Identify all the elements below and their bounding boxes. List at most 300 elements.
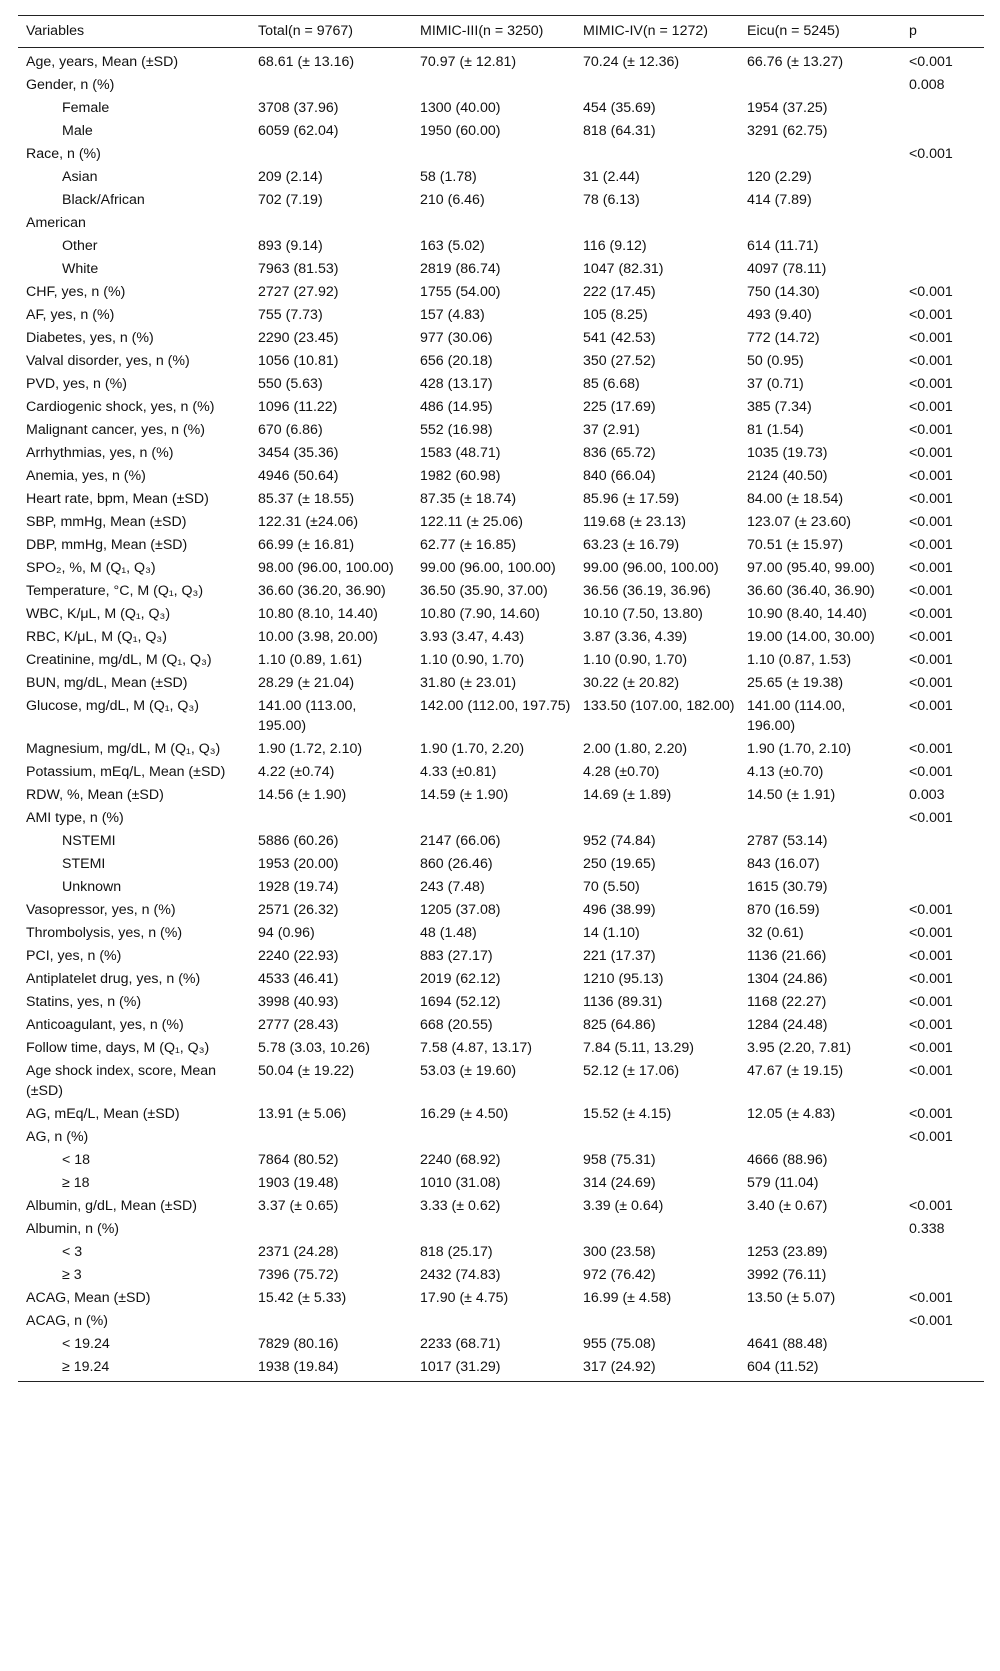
p-value-cell [901,852,984,875]
mimic-iv-cell: 225 (17.69) [583,399,656,415]
mimic-iv-cell: 14.69 (± 1.89) [583,787,672,803]
variable-cell: < 19.24 [62,1336,110,1352]
mimic-iii-cell: 3.33 (± 0.62) [420,1198,501,1214]
p-value-cell [901,1355,984,1382]
total-cell: 15.42 (± 5.33) [258,1290,347,1306]
total-cell: 2371 (24.28) [258,1244,339,1260]
eicu-cell: 25.65 (± 19.38) [747,675,844,691]
variable-cell: AMI type, n (%) [26,810,124,826]
p-value-cell: <0.001 [909,422,953,438]
variable-cell: Malignant cancer, yes, n (%) [26,422,205,438]
mimic-iv-cell: 52.12 (± 17.06) [583,1063,680,1079]
p-value-cell: <0.001 [909,1198,953,1214]
mimic-iii-cell: 2019 (62.12) [420,971,501,987]
table-row [18,1355,984,1382]
eicu-cell: 2787 (53.14) [747,833,828,849]
variable-cell: Vasopressor, yes, n (%) [26,902,176,918]
variable-cell: SBP, mmHg, Mean (±SD) [26,514,187,530]
total-cell [250,1125,412,1148]
p-value-cell: <0.001 [909,307,953,323]
variable-cell: RDW, %, Mean (±SD) [26,787,164,803]
mimic-iii-cell: 17.90 (± 4.75) [420,1290,509,1306]
total-cell: 209 (2.14) [258,169,323,185]
eicu-cell: 141.00 (114.00, 196.00) [747,698,846,734]
eicu-cell [739,1217,901,1240]
variable-cell: CHF, yes, n (%) [26,284,126,300]
mimic-iii-cell: 2432 (74.83) [420,1267,501,1283]
table-body [18,48,984,1382]
mimic-iii-cell: 87.35 (± 18.74) [420,491,517,507]
p-value-cell: <0.001 [909,652,953,668]
mimic-iii-cell: 1017 (31.29) [412,1355,575,1382]
variable-cell: Anemia, yes, n (%) [26,468,146,484]
p-value-cell: <0.001 [909,971,953,987]
p-value-cell: 0.338 [909,1221,945,1237]
mimic-iv-cell [575,1217,739,1240]
total-cell: 6059 (62.04) [258,123,339,139]
table-row [18,898,984,921]
header-mimic-iv: MIMIC-IV(n = 1272) [575,16,739,48]
p-value-cell: <0.001 [909,560,953,576]
mimic-iv-cell: 99.00 (96.00, 100.00) [583,560,719,576]
total-cell: 4.22 (±0.74) [258,764,335,780]
mimic-iv-cell [575,211,739,234]
p-value-cell: 0.008 [909,77,945,93]
eicu-cell: 12.05 (± 4.83) [747,1106,836,1122]
eicu-cell: 4666 (88.96) [747,1152,828,1168]
total-cell: 1096 (11.22) [258,399,338,415]
table-row [18,48,984,74]
mimic-iii-cell: 48 (1.48) [420,925,477,941]
p-value-cell [901,211,984,234]
mimic-iii-cell: 1583 (48.71) [420,445,501,461]
table-row [18,648,984,671]
p-value-cell: <0.001 [909,925,953,941]
header-row [18,16,984,48]
mimic-iii-cell [412,806,575,829]
mimic-iv-cell [575,1309,739,1332]
p-value-cell: <0.001 [909,376,953,392]
variable-cell: < 3 [62,1244,83,1260]
mimic-iv-cell [575,806,739,829]
total-cell: 14.56 (± 1.90) [258,787,347,803]
p-value-cell: <0.001 [909,146,953,162]
eicu-cell [739,1125,901,1148]
mimic-iv-cell: 317 (24.92) [575,1355,739,1382]
mimic-iii-cell: 552 (16.98) [420,422,493,438]
eicu-cell: 4.13 (±0.70) [747,764,824,780]
p-value-cell [901,1332,984,1355]
total-cell: 2290 (23.45) [258,330,339,346]
variable-cell: ACAG, n (%) [26,1313,108,1329]
mimic-iii-cell: 16.29 (± 4.50) [420,1106,509,1122]
mimic-iii-cell: 157 (4.83) [420,307,485,323]
eicu-cell: 123.07 (± 23.60) [747,514,852,530]
mimic-iii-cell: 58 (1.78) [420,169,477,185]
mimic-iv-cell: 36.56 (36.19, 36.96) [583,583,711,599]
table-row [18,556,984,579]
mimic-iii-cell: 14.59 (± 1.90) [420,787,509,803]
variable-cell: Age shock index, score, Mean (±SD) [26,1063,217,1099]
mimic-iii-cell: 7.58 (4.87, 13.17) [420,1040,533,1056]
eicu-cell [739,806,901,829]
p-value-cell [901,96,984,119]
total-cell [250,1309,412,1332]
variable-cell: AG, mEq/L, Mean (±SD) [26,1106,180,1122]
mimic-iv-cell: 955 (75.08) [583,1336,656,1352]
total-cell: 3708 (37.96) [258,100,339,116]
mimic-iii-cell: 1950 (60.00) [420,123,501,139]
table-row [18,257,984,280]
table-row [18,579,984,602]
mimic-iv-cell: 300 (23.58) [583,1244,656,1260]
variable-cell: Gender, n (%) [26,77,115,93]
mimic-iii-cell: 2240 (68.92) [420,1152,501,1168]
mimic-iii-cell: 31.80 (± 23.01) [420,675,517,691]
total-cell: 1938 (19.84) [250,1355,412,1382]
mimic-iii-cell: 163 (5.02) [420,238,485,254]
mimic-iii-cell: 99.00 (96.00, 100.00) [420,560,556,576]
eicu-cell: 81 (1.54) [747,422,804,438]
mimic-iv-cell: 952 (74.84) [583,833,656,849]
mimic-iv-cell [575,73,739,96]
mimic-iii-cell: 1694 (52.12) [420,994,501,1010]
mimic-iii-cell [412,1125,575,1148]
mimic-iii-cell: 883 (27.17) [420,948,493,964]
variable-cell: Potassium, mEq/L, Mean (±SD) [26,764,226,780]
eicu-cell: 3992 (76.11) [747,1267,827,1283]
total-cell: 1.10 (0.89, 1.61) [258,652,363,668]
eicu-cell: 1.10 (0.87, 1.53) [747,652,852,668]
eicu-cell: 1284 (24.48) [747,1017,828,1033]
mimic-iv-cell: 63.23 (± 16.79) [583,537,680,553]
p-value-cell: <0.001 [909,764,953,780]
p-value-cell: <0.001 [909,1040,953,1056]
eicu-cell: 47.67 (± 19.15) [747,1063,844,1079]
table-row [18,487,984,510]
total-cell: 2240 (22.93) [258,948,339,964]
p-value-cell: <0.001 [909,606,953,622]
table-row [18,395,984,418]
eicu-cell: 10.90 (8.40, 14.40) [747,606,867,622]
mimic-iii-cell: 2819 (86.74) [420,261,501,277]
variable-cell: Anticoagulant, yes, n (%) [26,1017,184,1033]
mimic-iii-cell: 62.77 (± 16.85) [420,537,517,553]
mimic-iii-cell: 210 (6.46) [420,192,485,208]
mimic-iv-cell: 31 (2.44) [583,169,640,185]
table-row [18,1240,984,1263]
table-row [18,211,984,234]
variable-cell: PCI, yes, n (%) [26,948,122,964]
mimic-iv-cell: 221 (17.37) [583,948,656,964]
mimic-iii-cell: 3.93 (3.47, 4.43) [420,629,525,645]
eicu-cell: 70.51 (± 15.97) [747,537,844,553]
eicu-cell: 870 (16.59) [747,902,820,918]
table-row [18,349,984,372]
table-row [18,625,984,648]
mimic-iii-cell: 860 (26.46) [420,856,493,872]
mimic-iii-cell: 243 (7.48) [420,879,485,895]
table-row [18,694,984,737]
table-row [18,280,984,303]
total-cell: 2571 (26.32) [258,902,339,918]
eicu-cell: 772 (14.72) [747,330,820,346]
table-row [18,1309,984,1332]
table-row [18,671,984,694]
table-row [18,1171,984,1194]
table-row [18,1148,984,1171]
variable-cell: AF, yes, n (%) [26,307,115,323]
mimic-iv-cell: 1047 (82.31) [583,261,664,277]
p-value-cell: <0.001 [909,399,953,415]
mimic-iv-cell: 3.39 (± 0.64) [583,1198,664,1214]
p-value-cell [901,1240,984,1263]
mimic-iv-cell: 818 (64.31) [583,123,656,139]
eicu-cell: 579 (11.04) [747,1175,819,1191]
variable-cell: Age, years, Mean (±SD) [26,54,179,70]
mimic-iv-cell: 78 (6.13) [583,192,640,208]
table-row [18,1102,984,1125]
p-value-cell: <0.001 [909,468,953,484]
total-cell: 50.04 (± 19.22) [258,1063,355,1079]
total-cell: 2727 (27.92) [258,284,339,300]
eicu-cell: 3.40 (± 0.67) [747,1198,828,1214]
total-cell: 3454 (35.36) [258,445,339,461]
total-cell: 7864 (80.52) [258,1152,339,1168]
variable-cell: Temperature, °C, M (Q₁, Q₃) [26,583,204,599]
mimic-iii-cell: 428 (13.17) [420,376,493,392]
mimic-iv-cell: 250 (19.65) [583,856,656,872]
table-row [18,1217,984,1240]
mimic-iv-cell: 10.10 (7.50, 13.80) [583,606,703,622]
eicu-cell: 36.60 (36.40, 36.90) [747,583,875,599]
total-cell: 141.00 (113.00, 195.00) [258,698,357,734]
mimic-iv-cell [575,142,739,165]
table-row [18,967,984,990]
mimic-iv-cell: 119.68 (± 23.13) [583,514,686,530]
p-value-cell: <0.001 [909,445,953,461]
table-row [18,372,984,395]
table-row [18,921,984,944]
eicu-cell: 32 (0.61) [747,925,804,941]
variable-cell: Statins, yes, n (%) [26,994,142,1010]
mimic-iii-cell: 36.50 (35.90, 37.00) [420,583,548,599]
table-row [18,1286,984,1309]
p-value-cell: <0.001 [909,994,953,1010]
eicu-cell: 750 (14.30) [747,284,820,300]
eicu-cell: 1253 (23.89) [747,1244,828,1260]
p-value-cell: <0.001 [909,948,953,964]
total-cell: 85.37 (± 18.55) [258,491,355,507]
mimic-iv-cell: 1.10 (0.90, 1.70) [583,652,688,668]
eicu-cell: 1954 (37.25) [747,100,828,116]
variable-cell: White [62,261,99,277]
total-cell [250,142,412,165]
mimic-iii-cell: 818 (25.17) [420,1244,493,1260]
table-row [18,510,984,533]
mimic-iii-cell: 1205 (37.08) [420,902,501,918]
p-value-cell: <0.001 [909,54,953,70]
total-cell: 10.80 (8.10, 14.40) [258,606,378,622]
variable-cell: PVD, yes, n (%) [26,376,127,392]
total-cell: 550 (5.63) [258,376,323,392]
eicu-cell: 1.90 (1.70, 2.10) [747,741,852,757]
table-row [18,1036,984,1059]
mimic-iii-cell: 977 (30.06) [420,330,493,346]
mimic-iv-cell: 836 (65.72) [583,445,656,461]
variable-cell: DBP, mmHg, Mean (±SD) [26,537,188,553]
p-value-cell [901,875,984,898]
variable-cell: ACAG, Mean (±SD) [26,1290,151,1306]
mimic-iv-cell: 541 (42.53) [583,330,656,346]
eicu-cell: 50 (0.95) [747,353,804,369]
total-cell: 4533 (46.41) [258,971,339,987]
p-value-cell: <0.001 [909,491,953,507]
table-row [18,1059,984,1102]
variable-cell: Asian [62,169,98,185]
variable-cell: Other [62,238,98,254]
mimic-iv-cell: 14 (1.10) [583,925,640,941]
eicu-cell: 14.50 (± 1.91) [747,787,836,803]
p-value-cell [901,1171,984,1194]
mimic-iv-cell: 4.28 (±0.70) [583,764,660,780]
total-cell: 68.61 (± 13.16) [258,54,355,70]
p-value-cell [901,165,984,188]
p-value-cell [901,1263,984,1286]
table-row [18,737,984,760]
table-row [18,829,984,852]
table-row [18,875,984,898]
table-row [18,165,984,188]
mimic-iv-cell: 825 (64.86) [583,1017,656,1033]
mimic-iii-cell: 4.33 (±0.81) [420,764,497,780]
mimic-iv-cell: 314 (24.69) [583,1175,656,1191]
mimic-iii-cell [412,73,575,96]
total-cell [250,211,412,234]
table-row [18,418,984,441]
table-row [18,188,984,211]
p-value-cell: <0.001 [909,1129,953,1145]
eicu-cell: 1168 (22.27) [747,994,827,1010]
variable-cell: Glucose, mg/dL, M (Q₁, Q₃) [26,698,199,714]
eicu-cell [739,211,901,234]
mimic-iii-cell: 70.97 (± 12.81) [420,54,517,70]
table-row [18,234,984,257]
table-row [18,1263,984,1286]
header-eicu: Eicu(n = 5245) [739,16,901,48]
total-cell: 66.99 (± 16.81) [258,537,355,553]
mimic-iv-cell: 1136 (89.31) [583,994,663,1010]
variable-cell: Black/African [62,192,145,208]
total-cell: 7829 (80.16) [258,1336,339,1352]
total-cell: 7963 (81.53) [258,261,339,277]
variable-cell: Antiplatelet drug, yes, n (%) [26,971,201,987]
table-row [18,142,984,165]
eicu-cell: 120 (2.29) [747,169,812,185]
total-cell [250,73,412,96]
mimic-iii-cell: 1.10 (0.90, 1.70) [420,652,525,668]
mimic-iv-cell: 70 (5.50) [583,879,640,895]
eicu-cell: 1035 (19.73) [747,445,828,461]
table-row [18,944,984,967]
p-value-cell: <0.001 [909,1063,953,1079]
variable-cell: < 18 [62,1152,91,1168]
eicu-cell: 66.76 (± 13.27) [747,54,844,70]
mimic-iii-cell: 1982 (60.98) [420,468,501,484]
mimic-iv-cell: 16.99 (± 4.58) [583,1290,672,1306]
eicu-cell: 2124 (40.50) [747,468,828,484]
mimic-iv-cell: 496 (38.99) [583,902,656,918]
mimic-iv-cell: 1210 (95.13) [583,971,664,987]
eicu-cell: 3291 (62.75) [747,123,828,139]
eicu-cell: 385 (7.34) [747,399,812,415]
mimic-iv-cell: 350 (27.52) [583,353,656,369]
eicu-cell [739,1309,901,1332]
table-row [18,806,984,829]
p-value-cell: <0.001 [909,330,953,346]
mimic-iv-cell: 15.52 (± 4.15) [583,1106,672,1122]
p-value-cell: <0.001 [909,810,953,826]
variable-cell: ≥ 3 [62,1267,82,1283]
variable-cell: Thrombolysis, yes, n (%) [26,925,183,941]
total-cell: 1903 (19.48) [258,1175,339,1191]
table-row [18,326,984,349]
p-value-cell: <0.001 [909,1106,953,1122]
total-cell: 98.00 (96.00, 100.00) [258,560,394,576]
mimic-iv-cell: 972 (76.42) [583,1267,656,1283]
p-value-cell: <0.001 [909,741,953,757]
total-cell: 755 (7.73) [258,307,323,323]
table-row [18,1194,984,1217]
eicu-cell: 3.95 (2.20, 7.81) [747,1040,852,1056]
variable-cell: RBC, K/μL, M (Q₁, Q₃) [26,629,167,645]
p-value-cell: 0.003 [909,787,945,803]
p-value-cell: <0.001 [909,1290,953,1306]
table-row [18,602,984,625]
mimic-iv-cell: 116 (9.12) [583,238,647,254]
baseline-characteristics-table [18,15,984,1382]
eicu-cell: 84.00 (± 18.54) [747,491,844,507]
p-value-cell [901,188,984,211]
eicu-cell: 604 (11.52) [739,1355,901,1382]
mimic-iii-cell: 1010 (31.08) [420,1175,501,1191]
eicu-cell: 4097 (78.11) [747,261,827,277]
eicu-cell: 13.50 (± 5.07) [747,1290,836,1306]
total-cell: 4946 (50.64) [258,468,339,484]
table-row [18,760,984,783]
total-cell: 3998 (40.93) [258,994,339,1010]
total-cell: 670 (6.86) [258,422,323,438]
eicu-cell [739,73,901,96]
mimic-iv-cell: 70.24 (± 12.36) [583,54,680,70]
table-row [18,464,984,487]
variable-cell: ≥ 19.24 [18,1355,250,1382]
header-p-value: p [901,16,984,48]
variable-cell: SPO₂, %, M (Q₁, Q₃) [26,560,156,576]
mimic-iii-cell: 668 (20.55) [420,1017,493,1033]
variable-cell: BUN, mg/dL, Mean (±SD) [26,675,188,691]
mimic-iii-cell [412,211,575,234]
table-row [18,96,984,119]
p-value-cell: <0.001 [909,675,953,691]
p-value-cell: <0.001 [909,537,953,553]
total-cell: 7396 (75.72) [258,1267,339,1283]
p-value-cell: <0.001 [909,1313,953,1329]
variable-cell: Cardiogenic shock, yes, n (%) [26,399,215,415]
variable-cell: Follow time, days, M (Q₁, Q₃) [26,1040,210,1056]
variable-cell: Arrhythmias, yes, n (%) [26,445,174,461]
mimic-iv-cell [575,1125,739,1148]
